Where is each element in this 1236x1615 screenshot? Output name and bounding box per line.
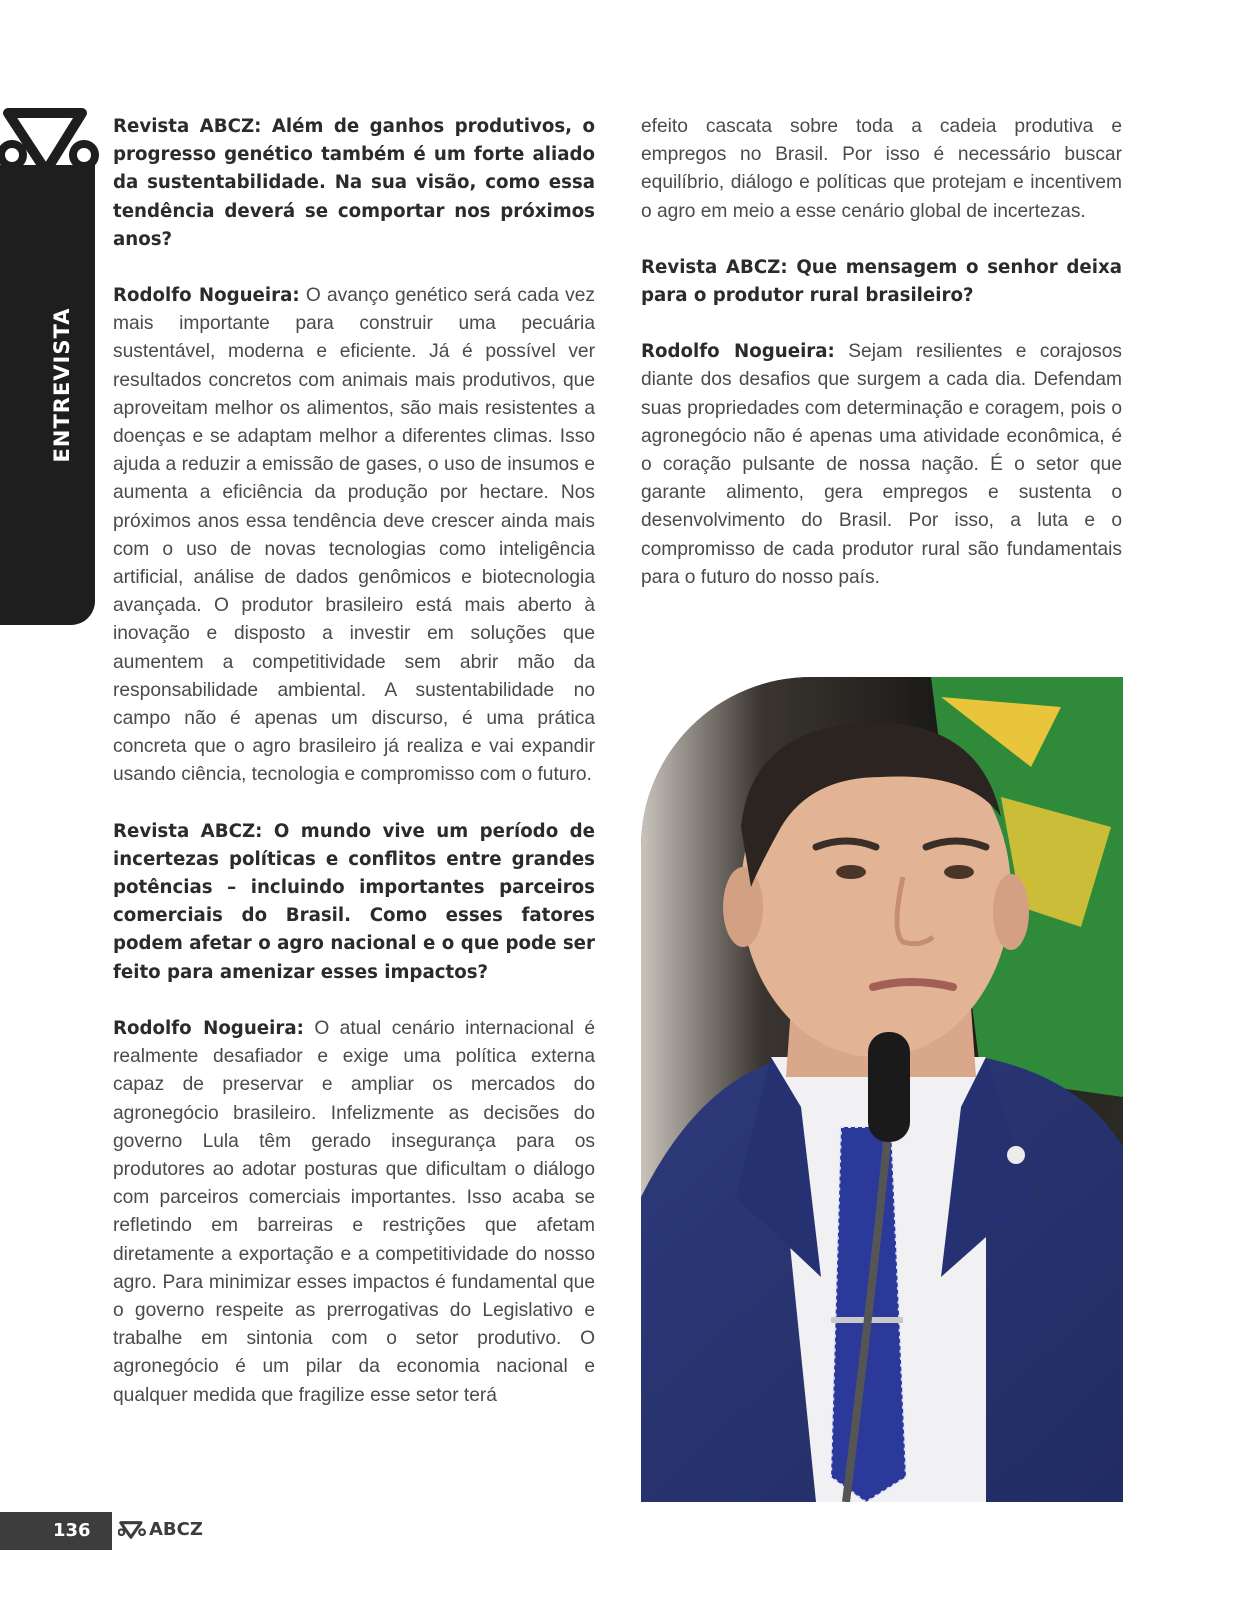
portrait-illustration (641, 677, 1123, 1502)
section-label: ENTREVISTA (50, 307, 74, 463)
answer-1-speaker: Rodolfo Nogueira: (113, 285, 300, 307)
right-column (641, 113, 1122, 620)
answer-3-speaker: Rodolfo Nogueira: (641, 341, 835, 363)
answer-1-text: O avanço genético será cada vez mais importante para construir uma pecuária sustentável, moderna e eficiente. Já é possível ver resultados concretos com animais mais produtivos, que aproveitam melhor os alimentos, são mais resistentes a doenças e se adaptam melhor a diferentes climas. Isso ajuda a reduzir a emissão de gases, o uso de insumos e aumenta a eficiência da produção por hectare. Nos próximos anos essa tendência deve crescer ainda mais com o uso de novas tecnologias como inteligência artificial, análise de dados genômicos e biotecnologia avançada. O produtor brasileiro está mais aberto à inovação e disposto a investir em soluções que aumentem a competitividade sem abrir mão da responsabilidade ambiental. A sustentabilidade no campo não é apenas um discurso, é uma prática concreta que o agro brasileiro já realiza e vai expandir usando ciência, tecnologia e compromisso com o futuro. (113, 285, 595, 786)
answer-3 (641, 338, 1122, 592)
answer-2-continued: efeito cascata sobre toda a cadeia produtiva e empregos no Brasil. Por isso é necessário buscar equilíbrio, diálogo e políticas que protejam e incentivem o agro em meio a esse cenário global de incertezas. (641, 116, 1122, 222)
answer-2-text: O atual cenário internacional é realmente desafiador e exige uma política externa capaz de preservar e ampliar os mercados do agronegócio brasileiro. Infelizmente as decisões do governo Lula têm gerado insegurança para os produtores ao adotar posturas que dificultam o diálogo com parceiros comerciais importantes. Isso acaba se refletindo em barreiras e restrições que afetam diretamente a exportação e a competitividade do nosso agro. Para minimizar esses impactos é fundamental que o governo respeite as prerrogativas do Legislativo e trabalhe em sintonia com o setor produtivo. O agronegócio é um pilar da economia nacional e qualquer medida que fragilize esse setor terá (113, 1017, 595, 1406)
answer-2-speaker: Rodolfo Nogueira: (113, 1017, 304, 1039)
abcz-small-logo-icon (118, 1521, 146, 1539)
footer-brand: ABCZ (149, 1519, 203, 1540)
question-1: Revista ABCZ: Além de ganhos produtivos, o progresso genético também é um forte aliado da sustentabilidade. Na sua visão, como essa tendência deverá se comportar nos próximos anos? (113, 116, 595, 250)
page-number: 136 (53, 1520, 91, 1541)
question-3: Revista ABCZ: Que mensagem o senhor deixa para o produtor rural brasileiro? (641, 256, 1122, 307)
answer-1 (113, 282, 595, 790)
section-tab (0, 165, 95, 625)
answer-2 (113, 1015, 595, 1410)
answer-3-text: Sejam resilientes e corajosos diante dos desafios que surgem a cada dia. Defendam suas propriedades com determinação e coragem, pois o agronegócio não é apenas uma atividade econômica, é o coração pulsante de nossa nação. É o setor que garante alimento, gera empregos e sustenta o desenvolvimento do Brasil. Por isso, a luta e o compromisso de cada produtor rural são fundamentais para o futuro do nosso país. (641, 341, 1122, 588)
left-column (113, 113, 595, 1438)
footer-logo (118, 1519, 203, 1540)
interviewee-photo (641, 677, 1123, 1502)
question-2: Revista ABCZ: O mundo vive um período de incertezas políticas e conflitos entre grandes potências – incluindo importantes parceiros comerciais do Brasil. Como esses fatores podem afetar o agro nacional e o que pode ser feito para amenizar esses impactos? (113, 820, 595, 983)
